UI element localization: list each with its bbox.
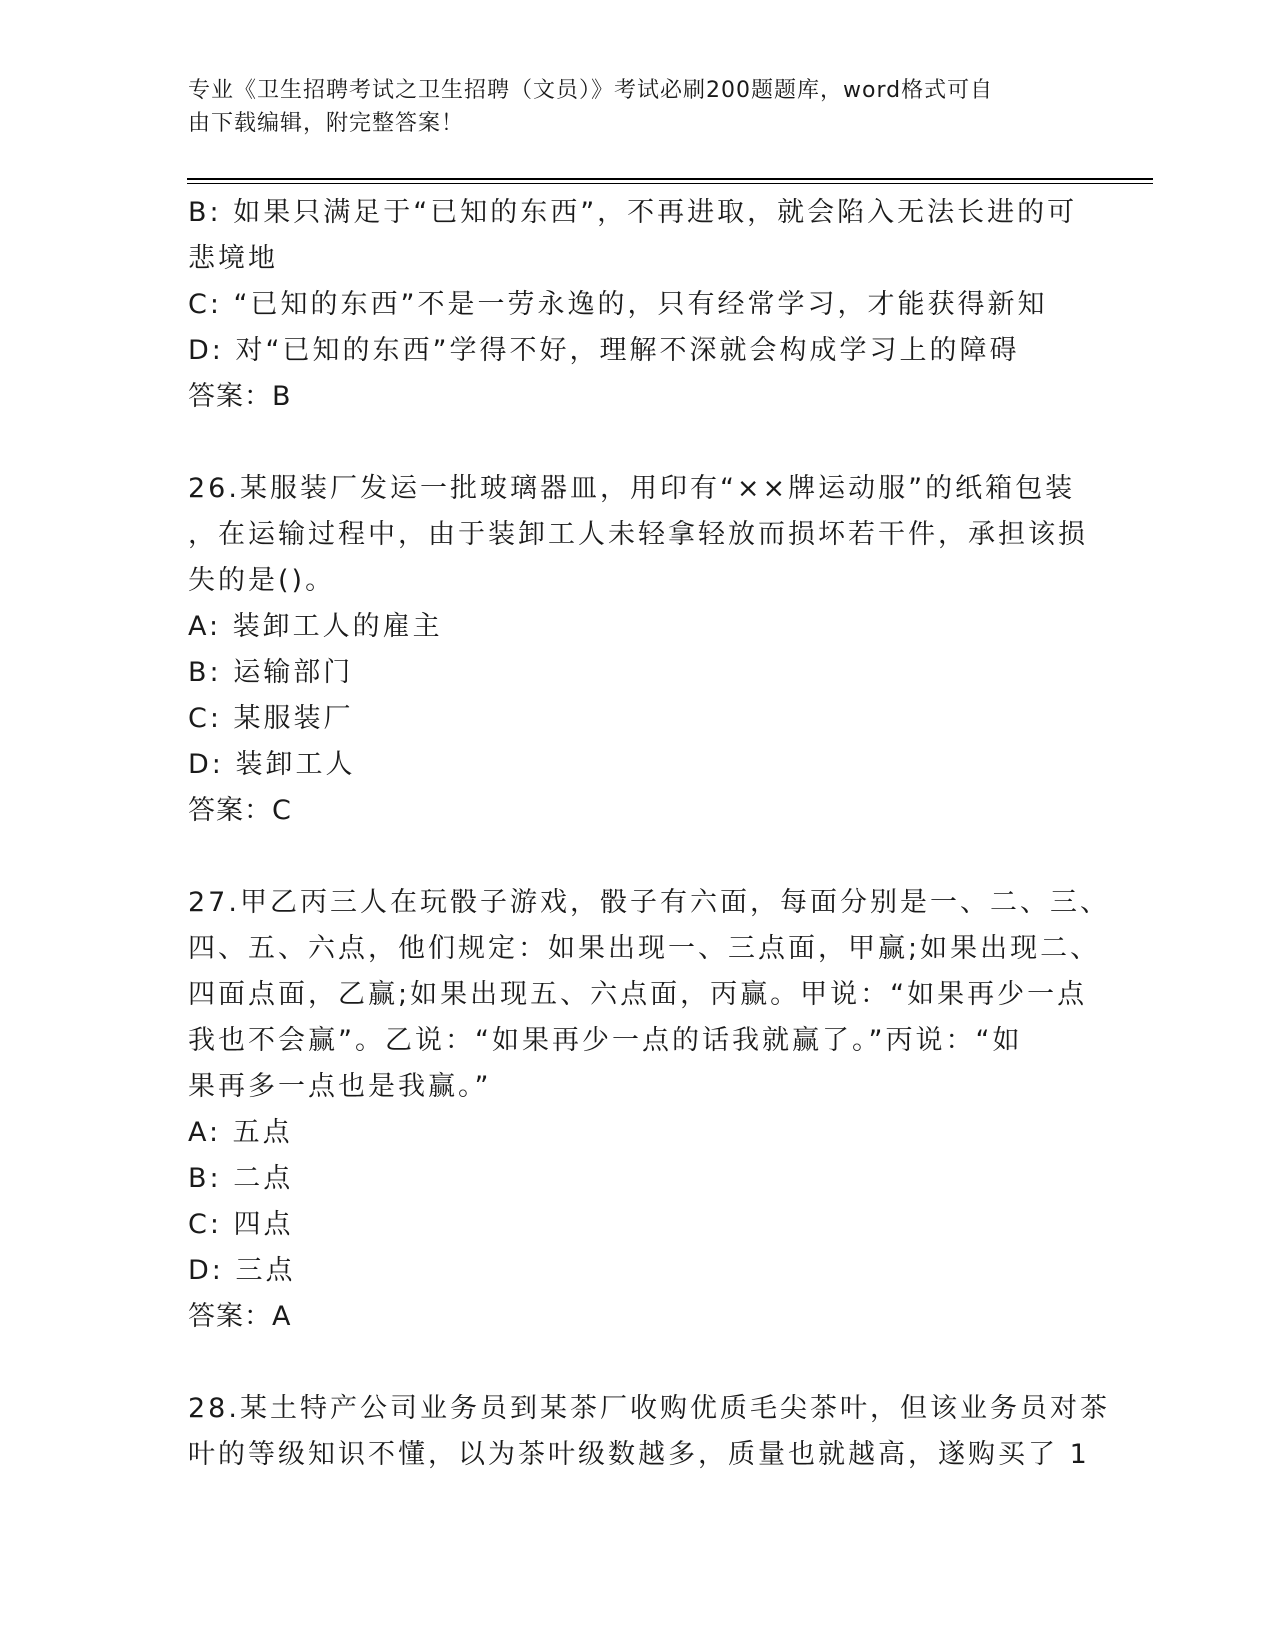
question-stem: 我也不会赢”。乙说：“如果再少一点的话我就赢了。”丙说：“如: [188, 1025, 1023, 1056]
option-b: B: 二点: [188, 1163, 294, 1194]
option-b: B: 如果只满足于“已知的东西”，不再进取，就会陷入无法长进的可: [188, 197, 1078, 228]
answer: 答案：B: [188, 381, 292, 412]
question-27: [188, 880, 1110, 1340]
spacer: [188, 834, 1088, 880]
question-content: [188, 190, 1110, 1478]
question-25: [188, 190, 1088, 420]
option-b-continued: 悲境地: [188, 243, 278, 274]
question-stem: 26.某服装厂发运一批玻璃器皿，用印有“××牌运动服”的纸箱包装: [188, 473, 1076, 504]
spacer: [188, 1340, 1088, 1386]
option-c: C: “已知的东西”不是一劳永逸的，只有经常学习，才能获得新知: [188, 289, 1048, 320]
question-stem: 28.某土特产公司业务员到某茶厂收购优质毛尖茶叶，但该业务员对茶: [188, 1393, 1110, 1424]
option-a: A: 装卸工人的雇主: [188, 611, 443, 642]
option-b: B: 运输部门: [188, 657, 354, 688]
option-d: D: 三点: [188, 1255, 296, 1286]
header-line-2: 由下载编辑，附完整答案！: [188, 111, 465, 136]
header-rule-thin: [187, 183, 1153, 184]
question-stem: ，在运输过程中，由于装卸工人未轻拿轻放而损坏若干件，承担该损: [188, 519, 1088, 550]
option-d: D: 装卸工人: [188, 749, 356, 780]
answer: 答案：C: [188, 795, 292, 826]
question-28: [188, 1386, 1110, 1478]
option-a: A: 五点: [188, 1117, 293, 1148]
question-stem: 27.甲乙丙三人在玩骰子游戏，骰子有六面，每面分别是一、二、三、: [188, 887, 1110, 918]
question-stem: 四面点面，乙赢;如果出现五、六点面，丙赢。甲说：“如果再少一点: [188, 979, 1088, 1010]
question-stem: 果再多一点也是我赢。”: [188, 1071, 492, 1102]
option-c: C: 某服装厂: [188, 703, 354, 734]
question-26: [188, 466, 1088, 834]
answer: 答案：A: [188, 1301, 292, 1332]
header-rule-thick: [187, 178, 1153, 180]
question-stem: 四、五、六点，他们规定：如果出现一、三点面，甲赢;如果出现二、: [188, 933, 1101, 964]
document-header: [188, 74, 1068, 140]
option-d: D: 对“已知的东西”学得不好，理解不深就会构成学习上的障碍: [188, 335, 1020, 366]
question-stem: 失的是()。: [188, 565, 336, 596]
spacer: [188, 420, 1088, 466]
option-c: C: 四点: [188, 1209, 294, 1240]
header-line-1: 专业《卫生招聘考试之卫生招聘（文员）》考试必刷200题题库，word格式可自: [188, 78, 994, 103]
question-stem: 叶的等级知识不懂，以为茶叶级数越多，质量也就越高，遂购买了 1: [188, 1439, 1090, 1470]
